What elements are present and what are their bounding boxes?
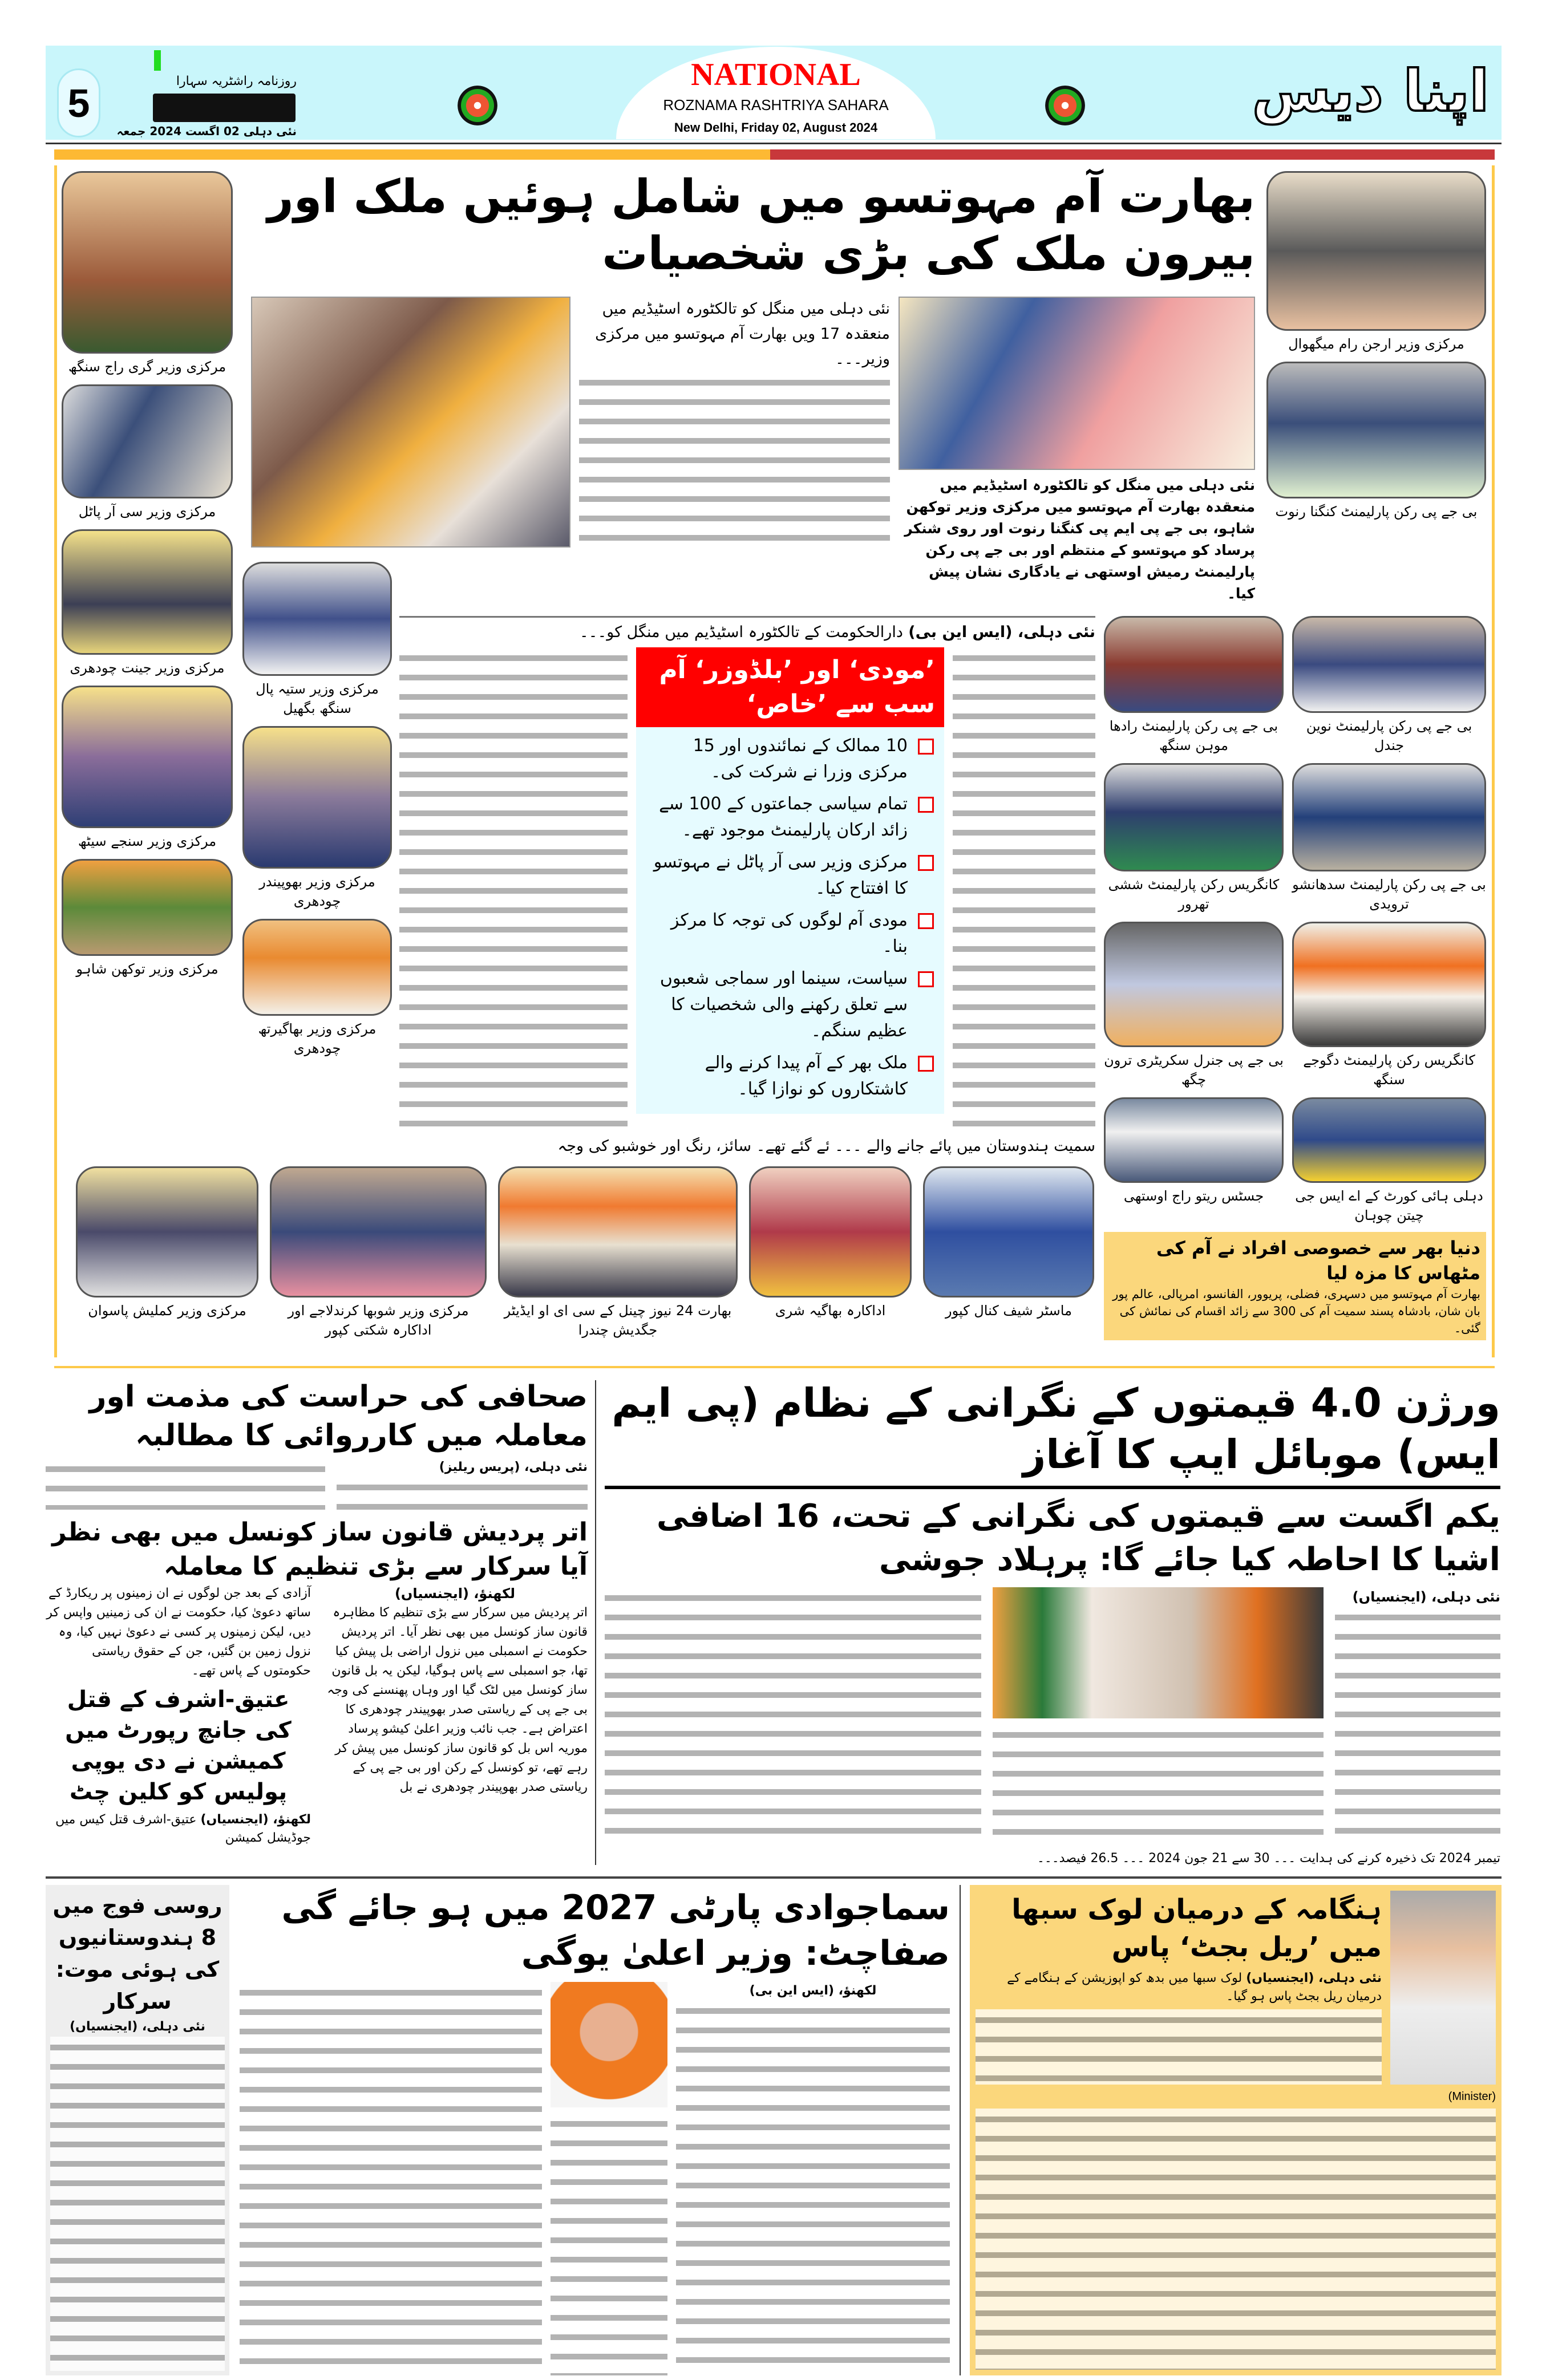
page-title: اپنا دیس	[1252, 58, 1489, 124]
highlight-yellow-box	[1104, 1232, 1486, 1340]
journalist-headline: صحافی کی حراست کی مذمت اور معاملہ میں کارروائی کا مطالبہ	[89, 1380, 588, 1453]
divider	[46, 143, 1502, 144]
photo	[62, 171, 233, 354]
border-line	[1492, 165, 1495, 1357]
photo-item	[923, 1166, 1094, 1328]
text-column	[551, 2113, 667, 2375]
logo-tagline: روزنامہ راشٹریہ سہارا	[176, 74, 297, 88]
sp-story	[240, 1885, 950, 2375]
photo	[498, 1166, 738, 1298]
photo-caption: مرکزی وزیر گری راج سنگھ	[68, 359, 226, 375]
up-columns	[46, 1584, 588, 1868]
photo-caption: مرکزی وزیر بھاگیرتھ چودھری	[258, 1021, 377, 1056]
photo-column-left	[62, 171, 233, 987]
highlight-box-title: ’مودی‘ اور ’بلڈوزر‘ آم سب سے ’خاص‘	[636, 647, 944, 727]
lead-photo-block	[899, 297, 1255, 605]
photo-caption: بی جے پی جنرل سکریٹری ترون چگھ	[1104, 1052, 1284, 1088]
photo-yogi	[551, 1982, 667, 2107]
paper-name: ROZNAMA RASHTRIYA SAHARA	[663, 96, 889, 113]
photo	[1292, 616, 1486, 713]
photo-caption: کانگریس رکن پارلیمنٹ ششی تھرور	[1108, 877, 1280, 912]
rail-head-col	[976, 1891, 1382, 2085]
journalist-columns	[46, 1458, 588, 1510]
sahara-logo	[153, 94, 296, 122]
photo-caption: مرکزی وزیر توکھن شاہو	[76, 961, 218, 977]
rail-top	[976, 1891, 1496, 2085]
photo-caption: بی جے پی رکن پارلیمنٹ سدھانشو ترویدی	[1292, 877, 1486, 912]
photo-caption: بھارت 24 نیوز چینل کے سی ای او ایڈیٹر جگدیش چندرا	[504, 1303, 732, 1338]
pms-snippet: تیمبر 2024 تک ذخیرہ کرنے کی ہدایت ۔۔۔ 30 سے 21 جون 2024 ۔۔۔ 26.5 فیصد۔۔۔	[1037, 1851, 1500, 1866]
photo-caption-lead: نئی دہلی میں منگل کو تالکٹورہ اسٹیڈیم میں منعقدہ بھارت آم مہوتسو میں مرکزی وزیر توکھن شاہو، بی جے پی ایم پی کنگنا رنوت اور روی شنکر پرساد کو مہوتسو کے منتظم اور بی جے پی رکن پارلیمنٹ رمیش اوستھی نے یادگاری نشان پیش کیا۔	[904, 477, 1255, 602]
photo	[62, 529, 233, 655]
text-column	[676, 2000, 950, 2375]
photo-caption: دہلی ہائی کورٹ کے اے ایس جی چیتن چوہان	[1295, 1188, 1483, 1223]
rail-lead	[976, 1966, 1382, 2009]
russia-headline: روسی فوج میں 8 ہندوستانیوں کی ہوئی موت: سرکار	[52, 1893, 222, 2014]
photo	[62, 859, 233, 956]
photo-award	[899, 297, 1255, 470]
column-rule	[595, 1380, 596, 1865]
up-body: اتر پردیش میں سرکار سے بڑی تنظیم کا مظاہرہ قانون ساز کونسل میں بھی نظر آیا۔ اتر پردیش حکومت نے اسمبلی میں نزول اراضی بل پیش کیا تھا، جو اسمبلی سے پاس ہوگیا، لیکن یہ بل قانون ساز کونسل میں لٹک گیا اور وہاں پھنسنے کی وجہ بی جے پی کے ریاستی صدر بھوپیندر چودھری کا اعتراض ہے۔ جب نائب وزیر اعلیٰ کیشو پرساد موریہ اس بل کو قانون ساز کونسل میں پیش کر رہے تھے، تو کونسل کے رکن اور بی جے پی کے ریاستی صدر بھوپیندر چودھری نے بل	[327, 1605, 588, 1794]
pms-text-column	[1335, 1587, 1500, 1846]
photo-item	[76, 1166, 258, 1328]
photo	[1104, 763, 1284, 871]
photo-caption: کانگریس رکن پارلیمنٹ دگوجے سنگھ	[1303, 1052, 1475, 1088]
yellow-box-title: دنیا بھر سے خصوصی افراد نے آم کی مٹھاس کا مزہ لیا	[1156, 1237, 1480, 1284]
sun-emblem-icon	[458, 86, 497, 125]
dateline: New Delhi, Friday 02, August 2024	[674, 120, 878, 135]
pms-columns	[605, 1582, 1500, 1846]
text-column	[976, 2009, 1382, 2085]
text-column	[605, 1587, 981, 1846]
photo-item	[270, 1166, 487, 1348]
photo-column-left-2	[242, 562, 392, 1066]
atiq-lead	[46, 1811, 311, 1847]
yellow-box-text: بھارت آم مہوتسو میں دسہری، فضلی، پریوور، الفانسو، امرپالی، عالم پور بان شان، بادشاہ پسند سمیت آم کی 300 سے زائد اقسام کی نمائش کی گئی۔	[1112, 1287, 1480, 1335]
pms-dateline: نئی دہلی، (ایجنسیاں)	[1352, 1589, 1500, 1605]
photo	[270, 1166, 487, 1298]
text-column	[46, 1458, 325, 1510]
divider	[54, 1366, 1495, 1368]
rail-headline: ہنگامہ کے درمیان لوک سبھا میں ’ریل بجٹ‘ پاس	[1011, 1894, 1382, 1963]
divider	[54, 149, 770, 160]
text-column	[337, 1477, 588, 1510]
highlight-item: ملک بھر کے آم پیدا کرنے والے کاشتکاروں کو نوازا گیا۔	[644, 1050, 934, 1102]
photo-caption: مرکزی وزیر جینت چودھری	[70, 660, 225, 676]
text-column	[1335, 1607, 1500, 1846]
photo	[1104, 616, 1284, 713]
photo	[1104, 922, 1284, 1047]
photo	[1292, 763, 1486, 871]
column-rule	[960, 1885, 961, 2375]
text-column	[953, 647, 1095, 1130]
photo-caption: مرکزی وزیر سی آر پاٹل	[78, 504, 216, 520]
rail-lead-text: لوک سبھا میں بدھ کو اپوزیشن کے ہنگامے کے درمیان ریل بجٹ پاس ہو گیا۔	[1007, 1971, 1382, 2004]
photo	[242, 726, 392, 869]
highlight-list	[636, 727, 944, 1114]
photo	[1292, 922, 1486, 1047]
dateline-label: نئی دہلی، (ایس این بی)	[908, 623, 1095, 641]
photo-item	[498, 1166, 738, 1348]
highlight-item: سیاست، سینما اور سماجی شعبوں سے تعلق رکھنے والی شخصیات کا عظیم سنگم۔	[644, 966, 934, 1044]
sp-headline: سماجوادی پارٹی 2027 میں ہو جائے گی صفاچٹ: وزیر اعلیٰ یوگی	[281, 1888, 950, 1973]
atiq-headline: عتیق-اشرف کے قتل کی جانچ رپورٹ میں کمیشن نے دی یوپی پولیس کو کلین چٹ	[65, 1686, 292, 1805]
text-column	[976, 2109, 1496, 2370]
sun-emblem-icon	[1045, 86, 1085, 125]
text-column	[993, 1724, 1324, 1846]
rail-dateline: نئی دہلی، (ایجنسیاں)	[1246, 1971, 1382, 1985]
bottom-photo-row	[62, 1166, 1094, 1348]
photo	[76, 1166, 258, 1298]
highlight-item: تمام سیاسی جماعتوں کے 100 سے زائد ارکان پارلیمنٹ موجود تھے۔	[644, 791, 934, 844]
side-article-text: نئی دہلی میں منگل کو تالکٹورہ اسٹیڈیم میں منعقدہ 17 ویں بھارت آم مہوتسو میں مرکزی وزیر۔۔۔	[595, 300, 890, 368]
photo-column-right-inner	[1104, 616, 1284, 1214]
photo	[62, 686, 233, 828]
side-article	[579, 297, 890, 548]
body-lead: دارالحکومت کے تالکٹورہ اسٹیڈیم میں منگل کو۔۔۔	[579, 623, 903, 641]
photo-caption: مرکزی وزیر ارجن رام میگھوال	[1288, 336, 1464, 352]
photo	[1292, 1097, 1486, 1183]
pms-headline: ورژن 4.0 قیمتوں کے نگرانی کے نظام (پی ایم ایس) موبائل ایپ کا آغاز	[612, 1380, 1500, 1478]
highlight-item: 10 ممالک کے نمائندوں اور 15 مرکزی وزرا نے شرکت کی۔	[644, 733, 934, 785]
russia-dateline: نئی دہلی، (ایجنسیاں)	[70, 2020, 205, 2034]
photo	[1104, 1097, 1284, 1183]
journalist-dateline: نئی دہلی، (پریس ریلیز)	[439, 1460, 588, 1474]
pms-photo-column	[993, 1587, 1324, 1846]
text-column	[50, 2037, 225, 2371]
divider	[605, 1486, 1500, 1489]
left-stories	[46, 1377, 588, 1868]
text-column	[240, 1982, 542, 2375]
photo-caption: مرکزی وزیر کملیش پاسوان	[88, 1303, 246, 1319]
photo-column-right	[1266, 171, 1486, 529]
rail-story-box	[970, 1885, 1502, 2375]
up-col	[322, 1584, 588, 1868]
journalist-col	[337, 1458, 588, 1510]
photo-caption: جسٹس ریتو راج اوستھی	[1123, 1188, 1264, 1204]
sp-dateline: لکھنؤ، (ایس این بی)	[749, 1984, 877, 1998]
rail-inline-word: (Minister)	[1448, 2090, 1496, 2103]
main-headline: بھارت آم مہوتسو میں شامل ہوئیں ملک اور بیرون ملک کی بڑی شخصیات	[267, 170, 1255, 280]
pms-story	[605, 1377, 1500, 1868]
photo	[923, 1166, 1094, 1298]
logo-date: نئی دہلی 02 اگست 2024 جمعہ	[116, 124, 297, 138]
photo-caption: مرکزی وزیر بھوپیندر چودھری	[259, 874, 375, 909]
photo-caption: ماسٹر شیف کنال کپور	[945, 1303, 1072, 1319]
photo	[1266, 362, 1486, 498]
page-number: 5	[57, 68, 100, 137]
border-line	[54, 165, 57, 1357]
highlight-item: مرکزی وزیر سی آر پاٹل نے مہوتسو کا افتتاح کیا۔	[644, 849, 934, 902]
photo	[1266, 171, 1486, 331]
up-dateline: لکھنؤ، (ایجنسیاں)	[394, 1586, 516, 1601]
photo-caption: مرکزی وزیر ستیہ پال سنگھ بگھیل	[256, 681, 379, 716]
article-columns	[399, 647, 1095, 1130]
photo-column-right-outer	[1292, 616, 1486, 1233]
pms-subheadline: یکم اگست سے قیمتوں کی نگرانی کے تحت، 16 اضافی اشیا کا احاطہ کیا جائے گا: پرہلاد جوشی	[656, 1498, 1500, 1578]
sp-text-col	[676, 1982, 950, 2375]
photo-caption: بی جے پی رکن پارلیمنٹ کنگنا رنوت	[1275, 504, 1478, 520]
highlight-box	[636, 647, 944, 1114]
text-column	[399, 647, 628, 1130]
article-dateline	[399, 618, 1095, 647]
anniversary-logo-icon	[154, 50, 161, 71]
section-title: NATIONAL	[691, 57, 861, 92]
photo	[242, 919, 392, 1016]
atiq-lead-text: عتیق-اشرف قتل کیس میں جوڈیشل کمیشن	[55, 1813, 311, 1845]
up-atiq-col	[46, 1584, 311, 1868]
russia-story-box	[46, 1885, 229, 2375]
photo-caption: بی جے پی رکن پارلیمنٹ نوین جندل	[1306, 718, 1472, 753]
photo-minister-launch	[993, 1587, 1324, 1718]
photo-caption: اداکارہ بھاگیہ شری	[775, 1303, 886, 1319]
photo-item	[749, 1166, 912, 1328]
photo-caption: بی جے پی رکن پارلیمنٹ رادھا موہن سنگھ	[1109, 718, 1278, 753]
photo	[62, 384, 233, 498]
main-article	[399, 616, 1095, 1158]
divider	[46, 1876, 1502, 1879]
article-continuation: سمیت ہندوستان میں پائے جانے والے ۔۔۔ ئے گئے تھے۔ سائز، رنگ اور خوشبو کی وجہ	[557, 1137, 1095, 1155]
highlight-item: مودی آم لوگوں کی توجہ کا مرکز بنا۔	[644, 907, 934, 960]
atiq-dateline: لکھنؤ، (ایجنسیاں)	[200, 1813, 311, 1827]
text-column	[579, 372, 890, 548]
photo-caption: مرکزی وزیر سنجے سیٹھ	[78, 833, 217, 849]
up-body: آزادی کے بعد جن لوگوں نے ان زمینوں پر ریکارڈ کے ساتھ دعویٰ کیا، حکومت نے ان کی زمینیں واپس کر دیں، لیکن زمینوں پر کسی نے دعویٰ نہیں کیا، وہ نزول زمین بن گئیں، جن کے حقوق ریاستی حکومتوں کے پاس تھے۔	[46, 1586, 311, 1678]
photo	[749, 1166, 912, 1298]
centre-photo-row	[251, 297, 1255, 605]
sp-photo-col	[551, 1982, 667, 2375]
divider	[770, 149, 1495, 160]
photo-caption: مرکزی وزیر شوبھا کرندلاجے اور اداکارہ شکتی کپور	[288, 1303, 469, 1338]
up-council-headline: اتر پردیش قانون ساز کونسل میں بھی نظر آیا سرکار سے بڑی تنظیم کا معاملہ	[52, 1518, 588, 1581]
photo-cake-cutting	[251, 297, 570, 548]
photo-rail-minister	[1390, 1891, 1496, 2085]
sp-columns	[240, 1976, 950, 2375]
